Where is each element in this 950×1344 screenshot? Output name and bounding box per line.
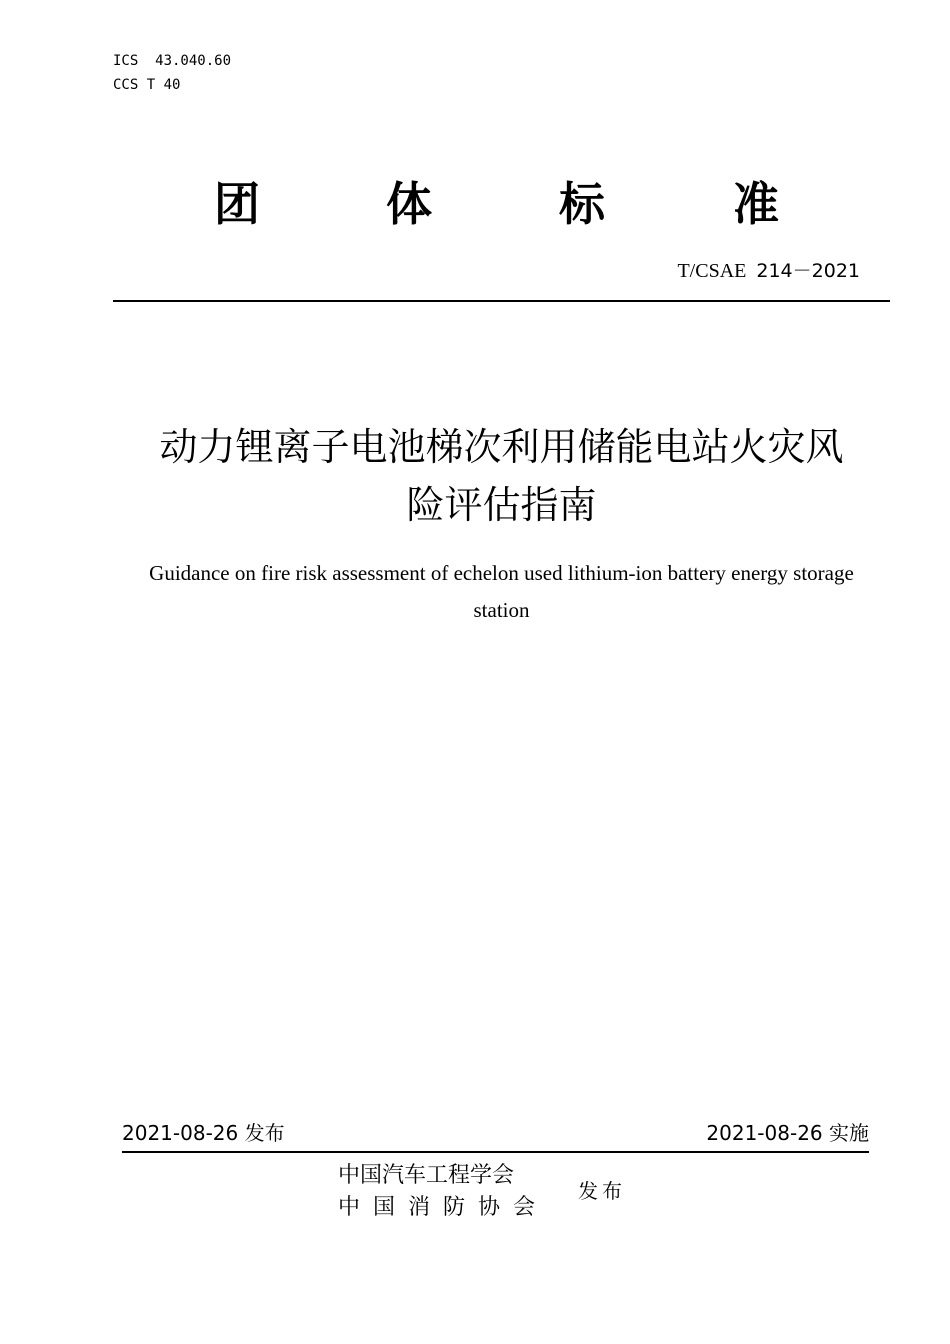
- header-divider: [113, 300, 890, 302]
- publish-date: 2021-08-26 发布: [122, 1121, 285, 1145]
- standard-code-number: 214－2021: [756, 260, 860, 282]
- standard-code-prefix: T/CSAE: [677, 260, 747, 282]
- standard-type-char-3: 标: [559, 177, 605, 231]
- chinese-title: [113, 418, 890, 534]
- english-title-line-2: station: [473, 598, 530, 622]
- ics-code: ICS 43.040.60: [113, 53, 232, 69]
- standard-code: [677, 258, 860, 284]
- chinese-title-line-2: 险评估指南: [406, 483, 597, 527]
- standard-type-char-4: 准: [733, 177, 779, 231]
- issuing-organizations: [338, 1160, 548, 1224]
- ccs-code: CCS T 40: [113, 77, 181, 93]
- classification-codes: [113, 49, 231, 97]
- date-row: [122, 1118, 869, 1148]
- english-title: [113, 555, 890, 629]
- standard-type-char-2: 体: [386, 177, 432, 231]
- issuer-saeChina: 中国汽车工程学会: [338, 1163, 515, 1188]
- implement-date: 2021-08-26 实施: [706, 1121, 869, 1145]
- footer-divider: [122, 1151, 869, 1153]
- english-title-line-1: Guidance on fire risk assessment of echelon used lithium-ion battery energy storage: [149, 561, 854, 585]
- standard-type-heading: [0, 176, 950, 232]
- publish-label: 发布: [578, 1179, 626, 1203]
- issuer-fire-protection-association: 中国消防协会: [338, 1195, 549, 1220]
- chinese-title-line-1: 动力锂离子电池梯次利用储能电站火灾风: [159, 425, 844, 469]
- standard-type-char-1: 团: [214, 177, 260, 231]
